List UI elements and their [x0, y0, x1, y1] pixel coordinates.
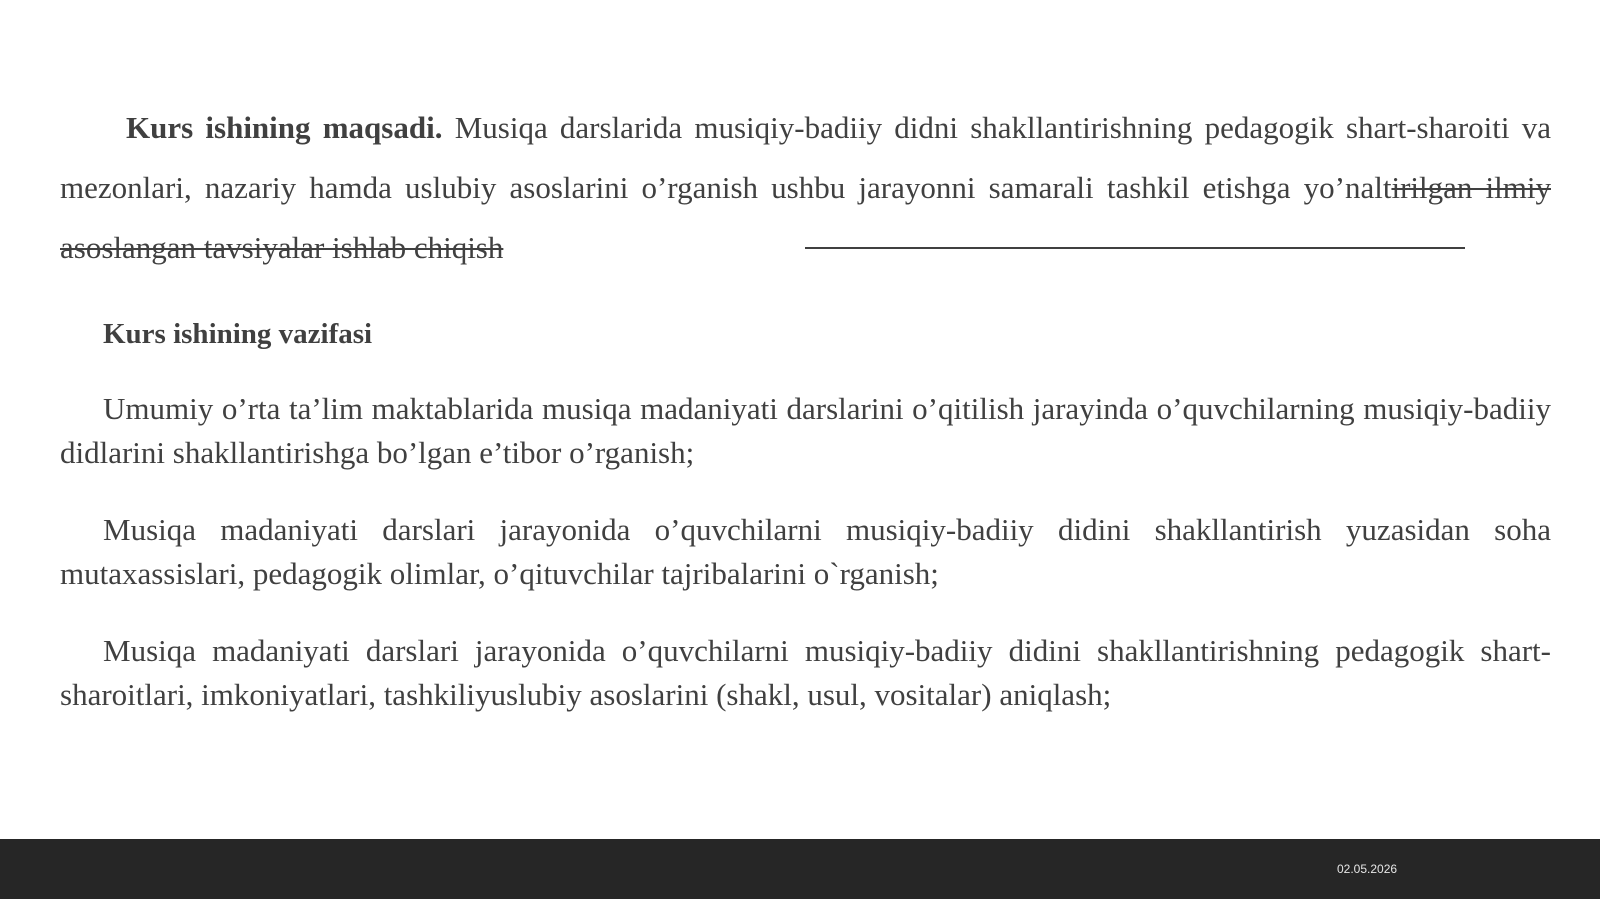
goal-text: Musiqa darslarida musiqiy-badiiy didni shakllantirishning pedagogik shart-sharoiti va mezonlari, nazariy hamda uslubiy asoslarini o’rganish ushbu jarayonni samarali tashkil etishga yo’nalt	[60, 110, 1551, 205]
strikethrough-line	[805, 247, 1465, 249]
goal-struck-text: irilgan ilmiy asoslangan tavsiyalar ishlab chiqish	[60, 170, 1551, 265]
goal-lead: Kurs ishining maqsadi.	[126, 110, 443, 145]
footer-date: 02.05.2026	[1337, 862, 1398, 876]
task-item-2: Musiqa madaniyati darslari jarayonida o’quvchilarni musiqiy-badiiy didini shakllantirish yuzasidan soha mutaxassislari, pedagogik olimlar, o’qituvchilar tajribalarini o`rganish;	[60, 512, 1551, 591]
task-item-3: Musiqa madaniyati darslari jarayonida o’quvchilarni musiqiy-badiiy didini shakllantirishning pedagogik shart-sharoitlari, imkoniyatlari, tashkiliyuslubiy asoslarini (shakl, usul, vositalar) aniqlash;	[60, 633, 1551, 712]
footer-bar	[0, 839, 1600, 899]
tasks-heading: Kurs ishining vazifasi	[103, 318, 373, 350]
task-item-1: Umumiy o’rta ta’lim maktablarida musiqa madaniyati darslarini o’qitilish jarayinda o’quvchilarning musiqiy-badiiy didlarini shakllantirishga bo’lgan e’tibor o’rganish;	[60, 391, 1551, 470]
goal-paragraph	[60, 98, 1551, 278]
